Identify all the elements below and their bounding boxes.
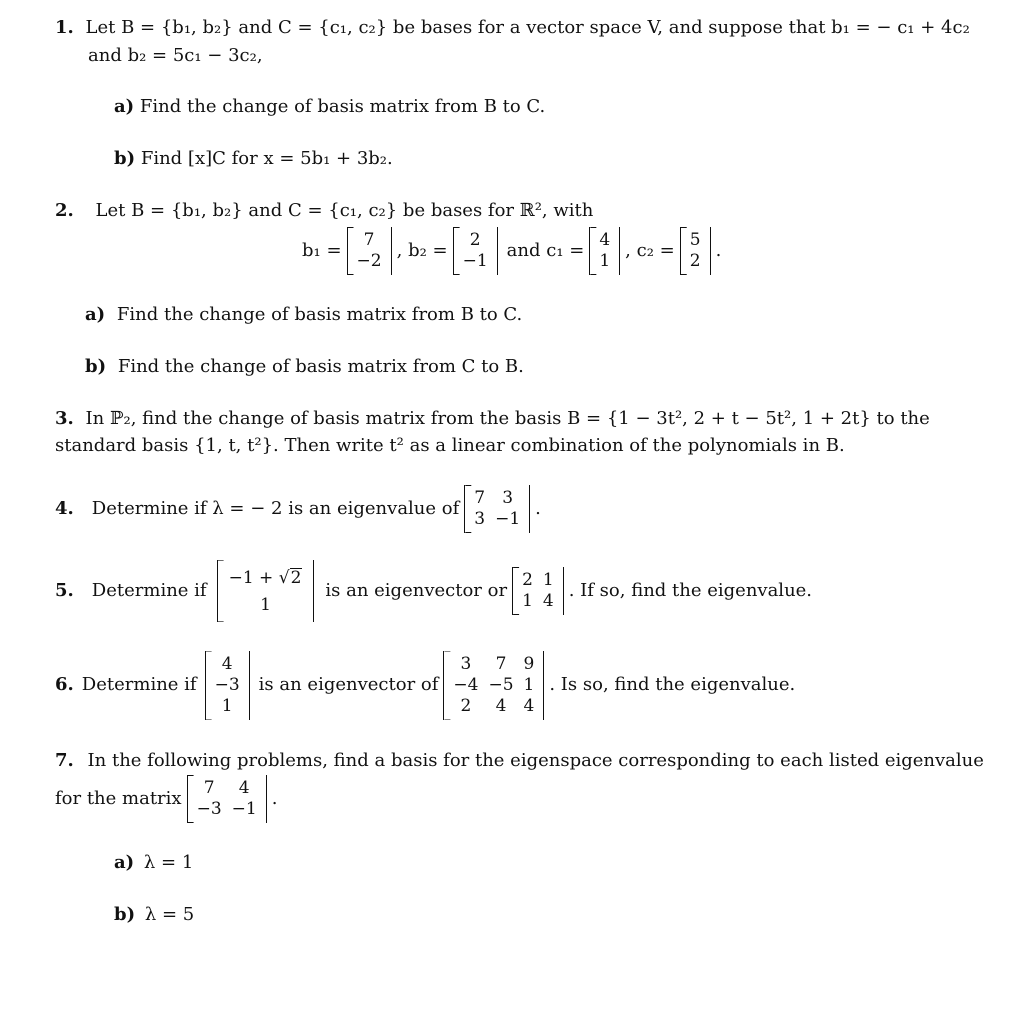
part-a-text: λ = 1 (143, 852, 194, 873)
b1-entry: 7 (363, 230, 375, 250)
problem-1-statement: Let B = {b₁, b₂} and C = {c₁, c₂} be bases for a vector space V, and suppose that b₁ = − c₁ + 4c₂ (85, 17, 970, 38)
problem-1-part-b (114, 148, 393, 171)
part-b-label: b) (114, 148, 136, 169)
problem-4 (55, 482, 541, 536)
problem-7-part-a (114, 852, 193, 875)
problem-5-text-before: Determine if (91, 579, 207, 601)
problem-2-part-a (85, 304, 522, 327)
problem-7-line-2 (55, 772, 277, 826)
matrix-entry: 1 (542, 570, 554, 590)
problem-3-number: 3. (55, 408, 74, 429)
problem-7-matrix (187, 775, 267, 823)
c2-entry: 2 (689, 251, 701, 271)
matrix-entry: 3 (502, 488, 514, 508)
problem-7-number: 7. (55, 750, 74, 771)
matrix-entry: 2 (460, 695, 472, 716)
matrix-entry: 4 (495, 695, 507, 716)
part-b-label: b) (114, 904, 136, 925)
problem-3-line-2: standard basis {1, t, t²}. Then write t² as a linear combination of the polynomials in B. (55, 435, 845, 456)
c2-entry: 5 (689, 230, 701, 250)
part-a-label: a) (114, 96, 135, 117)
matrix-entry: 4 (542, 591, 554, 611)
matrix-entry: 7 (495, 653, 507, 674)
problem-2-part-b (85, 356, 524, 379)
b2-label: b₂ = (408, 239, 448, 261)
problem-1-number: 1. (55, 17, 74, 38)
problem-5-number: 5. (55, 579, 74, 601)
problem-6-vector (205, 651, 250, 720)
matrix-entry: 4 (523, 695, 535, 716)
matrix-entry: −4 (453, 674, 479, 695)
vector-entry: 1 (221, 695, 233, 716)
part-a-text: Find the change of basis matrix from B to C. (116, 304, 523, 325)
problem-6-matrix (443, 651, 544, 720)
problem-6-text-after: . Is so, find the eigenvalue. (549, 673, 796, 695)
matrix-entry: −5 (488, 674, 514, 695)
problem-5-vector (217, 560, 315, 623)
matrix-entry: 1 (522, 591, 533, 611)
problem-5-text-mid: is an eigenvector or (325, 579, 508, 601)
problem-6-text-mid: is an eigenvector of (258, 673, 439, 695)
problem-2-line-1 (55, 200, 593, 223)
problem-5-matrix (512, 567, 564, 615)
vector-top-sqrt: 2 (290, 567, 302, 588)
vector-entry: 4 (221, 653, 233, 674)
problem-3-statement: In ℙ₂, find the change of basis matrix from the basis B = {1 − 3t², 2 + t − 5t², 1 + 2t} to the (85, 408, 930, 429)
c1-label: and c₁ = (506, 239, 585, 261)
part-a-text: Find the change of basis matrix from B to C. (139, 96, 546, 117)
matrix-entry: −3 (196, 799, 222, 819)
problem-1-line-1 (55, 17, 970, 40)
matrix-entry: 9 (523, 653, 535, 674)
matrix-entry: 7 (203, 778, 215, 798)
part-a-label: a) (85, 304, 106, 325)
part-a-label: a) (114, 852, 135, 873)
problem-6-text-before: Determine if (81, 673, 197, 695)
problem-3-line-1 (55, 408, 930, 431)
b1-vector (347, 227, 392, 275)
problem-1-line-2: and b₂ = 5c₁ − 3c₂, (88, 45, 263, 66)
part-b-text: λ = 5 (144, 904, 195, 925)
problem-1-part-a (114, 96, 545, 119)
vector-entry: 1 (260, 595, 271, 616)
matrix-entry: 4 (238, 778, 250, 798)
c1-entry: 1 (599, 251, 611, 271)
vector-top-prefix: −1 + (228, 567, 274, 588)
c2-label: c₂ = (636, 239, 675, 261)
problem-5-text-after: . If so, find the eigenvalue. (568, 579, 813, 601)
c2-vector (680, 227, 711, 275)
vector-entry (223, 564, 309, 592)
b1-label: b₁ = (302, 239, 342, 261)
b2-entry: −1 (462, 251, 488, 271)
problem-2-vectors: b₁ = 7 −2 , b₂ = 2 −1 and c₁ = 4 1 , c₂ = 5 2 . (302, 224, 721, 278)
part-b-label: b) (85, 356, 107, 377)
problem-4-text: Determine if λ = − 2 is an eigenvalue of (91, 497, 460, 519)
vector-entry: −3 (214, 674, 240, 695)
problem-2-number: 2. (55, 200, 74, 221)
problem-7-statement: In the following problems, find a basis for the eigenspace corresponding to each listed eigenvalue (87, 750, 984, 771)
sqrt-icon: √ (278, 567, 290, 588)
c1-vector (589, 227, 620, 275)
part-b-text: Find [x]C for x = 5b₁ + 3b₂. (140, 148, 393, 169)
problem-7-line-1 (55, 750, 984, 773)
c1-entry: 4 (599, 230, 611, 250)
matrix-entry: 1 (523, 674, 535, 695)
matrix-entry: −1 (495, 509, 521, 529)
matrix-entry: 2 (522, 570, 533, 590)
problem-6 (55, 645, 795, 725)
matrix-entry: 7 (474, 488, 486, 508)
problem-7-part-b (114, 904, 194, 927)
b1-entry: −2 (356, 251, 382, 271)
matrix-entry: −1 (231, 799, 257, 819)
b2-entry: 2 (469, 230, 481, 250)
problem-4-matrix (464, 485, 530, 533)
problem-4-end: . (535, 497, 541, 519)
problem-6-number: 6. (55, 673, 74, 695)
part-b-text: Find the change of basis matrix from C to B. (117, 356, 524, 377)
matrix-entry: 3 (474, 509, 486, 529)
problem-5 (55, 558, 812, 624)
b2-vector (453, 227, 498, 275)
problem-7-end: . (271, 787, 278, 809)
problem-4-number: 4. (55, 497, 74, 519)
problem-7-matrix-label: for the matrix (55, 787, 182, 809)
problem-2-statement: Let B = {b₁, b₂} and C = {c₁, c₂} be bases for ℝ², with (95, 200, 594, 221)
matrix-entry: 3 (460, 653, 472, 674)
